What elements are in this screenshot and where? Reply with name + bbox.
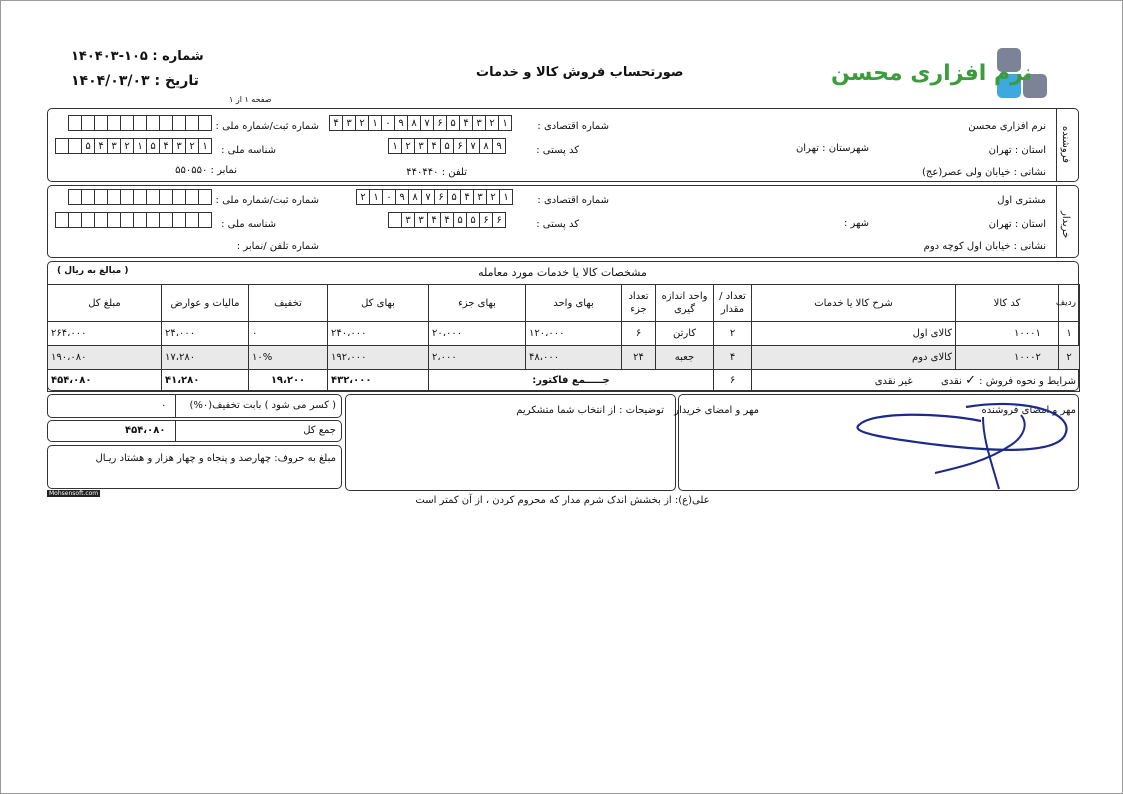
col-total: بهای کل [328, 285, 429, 322]
digit-cell: ۵ [82, 138, 95, 154]
grand-total-value: ۴۵۴،۰۸۰ [125, 425, 166, 436]
buyer-postal-label: کد پستی : [536, 219, 579, 230]
digit-cell [56, 212, 69, 228]
digit-cell: ۷ [467, 138, 480, 154]
digit-cell: ۱ [199, 138, 212, 154]
buyer-national-label: شناسه ملی : [221, 219, 276, 230]
col-row: ردیف [1059, 285, 1080, 322]
total-qty: ۶ [714, 370, 752, 392]
digit-cell [147, 189, 160, 205]
digit-cell [173, 189, 186, 205]
digit-cell [82, 115, 95, 131]
digit-cell [69, 212, 82, 228]
digit-cell: ۴ [461, 189, 474, 205]
seller-economic-code [329, 115, 512, 131]
cell-unit: جعبه [656, 346, 714, 370]
grand-total-box [47, 420, 342, 442]
items-header-row [48, 285, 1080, 322]
items-table [47, 284, 1080, 392]
digit-cell [160, 115, 173, 131]
digit-cell: ۵ [441, 138, 454, 154]
digit-cell [134, 115, 147, 131]
digit-cell [108, 189, 121, 205]
site-badge: Mohsensoft.com [49, 490, 99, 497]
col-discount: تخفیف [249, 285, 328, 322]
cell-unit-price: ۴۸،۰۰۰ [526, 346, 622, 370]
digit-cell [160, 212, 173, 228]
digit-cell: ۶ [493, 212, 506, 228]
digit-cell: ۵ [454, 212, 467, 228]
digit-cell: ۱ [389, 138, 402, 154]
digit-cell: ۳ [415, 212, 428, 228]
digit-cell [173, 115, 186, 131]
grand-total-divider [175, 420, 176, 442]
cell-total: ۲۴۰،۰۰۰ [328, 322, 429, 346]
digit-cell [199, 189, 212, 205]
page-title: صورتحساب فروش کالا و خدمات [476, 65, 684, 80]
digit-cell: ۵ [467, 212, 480, 228]
digit-cell: ۴ [95, 138, 108, 154]
buyer-reg-label: شماره ثبت/شماره ملی : [215, 195, 319, 206]
digit-cell [108, 115, 121, 131]
digit-cell: ۵ [448, 189, 461, 205]
words-label: مبلغ به حروف: [274, 453, 336, 464]
digit-cell [160, 189, 173, 205]
digit-cell: ۵ [447, 115, 460, 131]
seller-name: نرم افزاری محسن [968, 121, 1046, 132]
digit-cell [147, 115, 160, 131]
seller-reg-label: شماره ثبت/شماره ملی : [215, 121, 319, 132]
digit-cell: ۴ [330, 115, 343, 131]
digit-cell: ۴ [160, 138, 173, 154]
digit-cell: ۰ [382, 115, 395, 131]
check-icon: ✓ [965, 373, 976, 388]
date-label: تاریخ : [154, 73, 199, 89]
digit-cell: ۶ [435, 189, 448, 205]
col-subqty: تعداد جزء [622, 285, 656, 322]
col-desc: شرح کالا یا خدمات [752, 285, 956, 322]
digit-cell [82, 189, 95, 205]
seller-divider [1056, 108, 1057, 182]
sum-tax: ۴۱،۲۸۰ [162, 370, 249, 392]
digit-cell [95, 189, 108, 205]
terms-noncash: غیر نقدی [874, 376, 913, 387]
sum-label: جـــــمع فاکتور: [429, 370, 714, 392]
digit-cell [108, 212, 121, 228]
col-sub-price: بهای جزء [429, 285, 526, 322]
cell-discount: ۰ [249, 322, 328, 346]
digit-cell [186, 212, 199, 228]
col-unit-price: بهای واحد [526, 285, 622, 322]
digit-cell: ۳ [474, 189, 487, 205]
digit-cell: ۱ [500, 189, 513, 205]
seller-address: نشانی : خیابان ولی عصر(عج) [922, 167, 1046, 178]
cell-tax: ۲۴،۰۰۰ [162, 322, 249, 346]
digit-cell [134, 212, 147, 228]
words-box [47, 445, 342, 489]
digit-cell: ۳ [473, 115, 486, 131]
sum-amount: ۴۵۴،۰۸۰ [48, 370, 162, 392]
digit-cell [69, 138, 82, 154]
seller-fax-value: ۵۵۰۵۵۰ [175, 165, 208, 176]
number-value: ۱۰۵-۱۴۰۴۰۳ [71, 49, 148, 64]
table-row [48, 322, 1080, 346]
totals-row [48, 370, 1080, 392]
cell-amount: ۱۹۰،۰۸۰ [48, 346, 162, 370]
seller-economic-label: شماره اقتصادی : [537, 121, 609, 132]
seller-section-label: فروشنده [1060, 126, 1071, 164]
digit-cell [199, 212, 212, 228]
digit-cell [95, 212, 108, 228]
seller-province: استان : تهران [988, 145, 1046, 156]
col-code: کد کالا [956, 285, 1059, 322]
digit-cell: ۳ [108, 138, 121, 154]
digit-cell [147, 212, 160, 228]
grand-total-label: جمع کل [303, 425, 336, 436]
currency-note: ( مبالغ به ریال ) [57, 266, 129, 276]
digit-cell: ۸ [409, 189, 422, 205]
buyer-province: استان : تهران [988, 219, 1046, 230]
discount-value: ۰ [161, 400, 167, 411]
cell-desc: کالای اول [752, 322, 956, 346]
digit-cell: ۹ [493, 138, 506, 154]
cell-row: ۲ [1059, 346, 1080, 370]
discount-label: ( کسر می شود ) بابت تخفیف(۰%) [189, 400, 336, 411]
cell-amount: ۲۶۴،۰۰۰ [48, 322, 162, 346]
digit-cell: ۰ [383, 189, 396, 205]
date-value: ۱۴۰۴/۰۳/۰۳ [71, 73, 150, 89]
digit-cell: ۸ [480, 138, 493, 154]
buyer-divider [1056, 185, 1057, 258]
terms-cell [752, 370, 1080, 392]
buyer-address: نشانی : خیابان اول کوچه دوم [923, 241, 1046, 252]
digit-cell: ۳ [173, 138, 186, 154]
terms-cash: نقدی [940, 376, 962, 387]
digit-cell: ۲ [487, 189, 500, 205]
digit-cell: ۳ [415, 138, 428, 154]
digit-cell: ۱ [370, 189, 383, 205]
cell-unit: کارتن [656, 322, 714, 346]
digit-cell [199, 115, 212, 131]
digit-cell: ۲ [486, 115, 499, 131]
buyer-postal-code [388, 212, 506, 228]
digit-cell [56, 138, 69, 154]
digit-cell: ۸ [408, 115, 421, 131]
sum-discount: ۱۹،۲۰۰ [249, 370, 328, 392]
seller-national-label: شناسه ملی : [221, 145, 276, 156]
digit-cell: ۶ [454, 138, 467, 154]
cell-subqty: ۲۴ [622, 346, 656, 370]
digit-cell [134, 189, 147, 205]
cell-qty: ۲ [714, 322, 752, 346]
cell-total: ۱۹۲،۰۰۰ [328, 346, 429, 370]
digit-cell: ۲ [402, 138, 415, 154]
seller-phone-label: تلفن : [441, 167, 467, 178]
digit-cell: ۴ [428, 212, 441, 228]
buyer-city: شهر : [843, 218, 869, 229]
cell-subqty: ۶ [622, 322, 656, 346]
digit-cell: ۹ [395, 115, 408, 131]
digit-cell [69, 189, 82, 205]
digit-cell [121, 115, 134, 131]
page-counter: صفحه ۱ از ۱ [229, 95, 272, 104]
cell-desc: کالای دوم [752, 346, 956, 370]
col-tax: مالیات و عوارض [162, 285, 249, 322]
seller-phone-value: ۴۴۰۴۴۰ [406, 167, 439, 178]
cell-qty: ۴ [714, 346, 752, 370]
terms-label: شرایط و نحوه فروش : [979, 376, 1076, 387]
digit-cell: ۶ [480, 212, 493, 228]
notes-text: توضیحات : از انتخاب شما متشکریم [516, 405, 664, 416]
table-row [48, 346, 1080, 370]
logo [829, 45, 1049, 101]
digit-cell: ۲ [121, 138, 134, 154]
col-amount: مبلغ کل [48, 285, 162, 322]
digit-cell: ۷ [421, 115, 434, 131]
cell-tax: ۱۷،۲۸۰ [162, 346, 249, 370]
digit-cell [69, 115, 82, 131]
number-label: شماره : [152, 49, 204, 64]
buyer-name: مشتری اول [997, 195, 1046, 206]
digit-cell [121, 189, 134, 205]
seller-national-id [55, 138, 212, 154]
digit-cell: ۲ [357, 189, 370, 205]
digit-cell: ۳ [402, 212, 415, 228]
buyer-section-label: خریدار [1060, 211, 1071, 239]
items-heading: مشخصات کالا یا خدمات مورد معامله [478, 266, 647, 279]
invoice-number [71, 49, 204, 64]
discount-divider [175, 394, 176, 418]
buyer-economic-label: شماره اقتصادی : [537, 195, 609, 206]
buyer-reg-number [68, 189, 212, 205]
cell-row: ۱ [1059, 322, 1080, 346]
seller-phone [406, 167, 467, 178]
col-qty: تعداد / مقدار [714, 285, 752, 322]
cell-code: ۱۰۰۰۱ [956, 322, 1059, 346]
digit-cell: ۱ [369, 115, 382, 131]
digit-cell: ۱ [134, 138, 147, 154]
digit-cell [173, 212, 186, 228]
col-unit: واحد اندازه گیری [656, 285, 714, 322]
digit-cell: ۴ [460, 115, 473, 131]
cell-unit-price: ۱۲۰،۰۰۰ [526, 322, 622, 346]
digit-cell [389, 212, 402, 228]
buyer-phone-label: شماره تلفن /نمابر : [236, 241, 319, 252]
digit-cell: ۷ [422, 189, 435, 205]
logo-text: نرم افزاری محسن [831, 61, 1033, 86]
signature-mark [851, 395, 1076, 491]
seller-postal-code [388, 138, 506, 154]
buyer-sign-label: مهر و امضای خریدار [674, 405, 759, 416]
digit-cell: ۴ [441, 212, 454, 228]
digit-cell: ۱ [499, 115, 512, 131]
buyer-national-id [55, 212, 212, 228]
digit-cell: ۶ [434, 115, 447, 131]
digit-cell: ۴ [428, 138, 441, 154]
cell-sub-price: ۲۰،۰۰۰ [429, 322, 526, 346]
digit-cell [186, 115, 199, 131]
cell-discount: ۱۰% [249, 346, 328, 370]
amount-in-words [96, 453, 336, 464]
footer-quote: علی(ع): از بخشش اندک شرم مدار که محروم کردن ، از آن کمتر است [415, 495, 710, 506]
digit-cell [121, 212, 134, 228]
digit-cell: ۳ [343, 115, 356, 131]
words-value: چهارصد و پنجاه و چهار هزار و هشتاد ریـال [95, 453, 272, 464]
digit-cell [82, 212, 95, 228]
digit-cell: ۵ [147, 138, 160, 154]
seller-fax [175, 165, 237, 176]
buyer-economic-code [356, 189, 513, 205]
digit-cell: ۲ [186, 138, 199, 154]
seller-fax-label: نمابر : [210, 165, 237, 176]
digit-cell [186, 189, 199, 205]
cell-sub-price: ۲،۰۰۰ [429, 346, 526, 370]
digit-cell [95, 115, 108, 131]
sum-total: ۴۳۲،۰۰۰ [328, 370, 429, 392]
seller-city: شهرستان : تهران [795, 143, 869, 154]
digit-cell: ۲ [356, 115, 369, 131]
seller-sign-label: مهر و امضای فروشنده [981, 405, 1076, 416]
digit-cell: ۹ [396, 189, 409, 205]
cell-code: ۱۰۰۰۲ [956, 346, 1059, 370]
seller-reg-number [68, 115, 212, 131]
invoice-date [71, 73, 199, 89]
seller-postal-label: کد پستی : [536, 145, 579, 156]
